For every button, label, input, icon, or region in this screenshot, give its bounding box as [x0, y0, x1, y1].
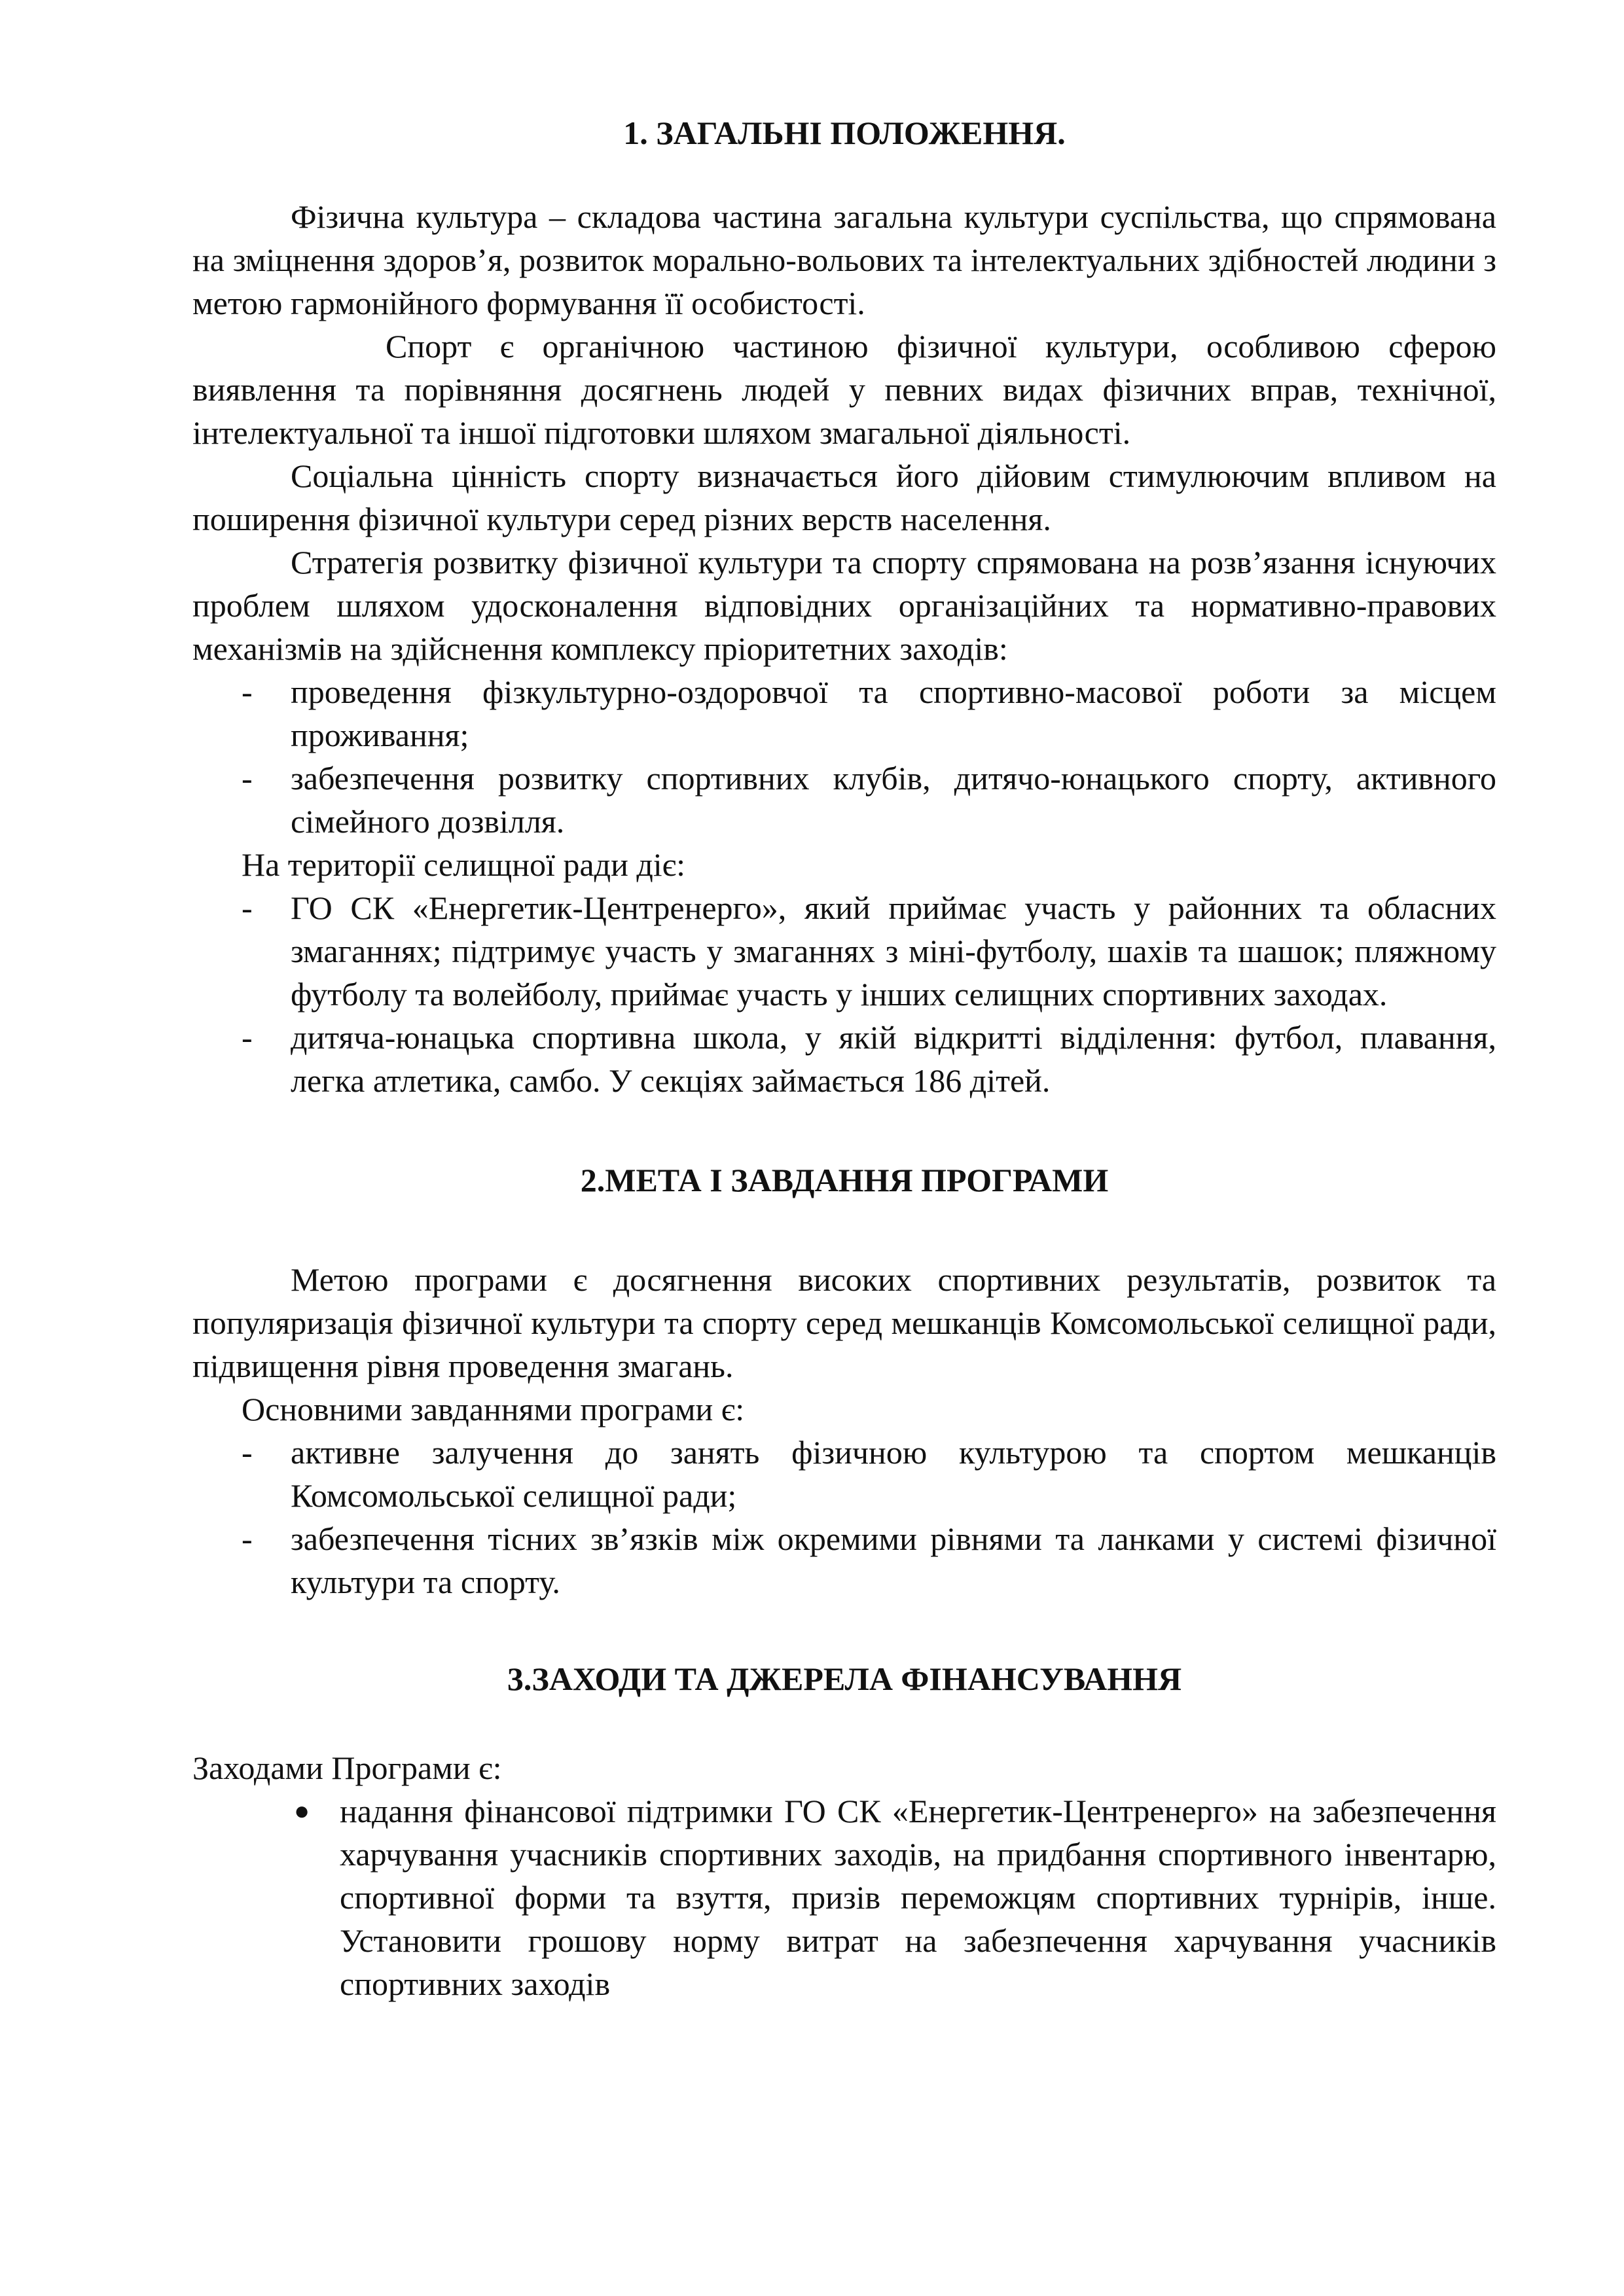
list-item [192, 1016, 1496, 1102]
tasks-intro: Основними завданнями програми є: [242, 1391, 745, 1427]
paragraph-program-goal: Метою програми є досягнення високих спортивних результатів, розвиток та популяризація фізичної культури та спорту серед мешканців Комсомольської селищної ради, підвищення рівня проведення змагань. [192, 1261, 1496, 1384]
dash-marker: - [242, 1019, 253, 1056]
list-item-text: проведення фізкультурно-оздоровчої та спортивно-масової роботи за місцем проживання; [291, 673, 1496, 753]
measures-intro: Заходами Програми є: [192, 1749, 502, 1786]
dash-marker: - [242, 760, 253, 797]
dash-marker: - [242, 1434, 253, 1471]
paragraph-social-value: Соціальна цінність спорту визначається його дійовим стимулюючим впливом на поширення фізичної культури серед різних верств населення. [192, 457, 1496, 537]
list-item [192, 670, 1496, 757]
section-1-heading: 1. ЗАГАЛЬНІ ПОЛОЖЕННЯ. [623, 115, 1066, 151]
priority-measures-list [192, 670, 1496, 843]
paragraph-sport: Спорт є органічною частиною фізичної культури, особливою сферою виявлення та порівняння досягнень людей у певних видах фізичних вправ, технічної, інтелектуальної та іншої підготовки шляхом змагальної діяльності. [192, 328, 1496, 451]
dash-marker: - [242, 673, 253, 710]
list-item-text: забезпечення розвитку спортивних клубів, дитячо-юнацького спорту, активного сімейного дозвілля. [291, 760, 1496, 840]
list-item [192, 1789, 1496, 2005]
territory-organizations-list [192, 886, 1496, 1102]
list-item-text: активне залучення до занять фізичною культурою та спортом мешканців Комсомольської селищної ради; [291, 1434, 1496, 1514]
dash-marker: - [242, 889, 253, 926]
list-item-text: дитяча-юнацька спортивна школа, у якій відкритті відділення: футбол, плавання, легка атлетика, самбо. У секціях займається 186 дітей. [291, 1019, 1496, 1099]
section-3-heading: 3.ЗАХОДИ ТА ДЖЕРЕЛА ФІНАНСУВАННЯ [507, 1660, 1182, 1697]
list-item [192, 1431, 1496, 1517]
bullet-marker: ● [294, 1796, 310, 1825]
list-item-text: надання фінансової підтримки ГО СК «Енергетик-Центренерго» на забезпечення харчування учасників спортивних заходів, на придбання спортивного інвентарю, спортивної форми та взуття, призів переможцям спортивних турнірів, інше. Установити грошову норму витрат на забезпечення харчування учасників спортивних заходів [340, 1793, 1496, 2002]
paragraph-physical-culture: Фізична культура – складова частина загальна культури суспільства, що спрямована на зміцнення здоров’я, розвиток морально-вольових та інтелектуальних здібностей людини з метою гармонійного формування її особистості. [192, 198, 1496, 321]
program-measures-list [192, 1789, 1496, 2005]
list-item-text: забезпечення тісних зв’язків між окремими рівнями та ланками у системі фізичної культури та спорту. [291, 1520, 1496, 1600]
territory-intro: На території селищної ради діє: [242, 846, 686, 883]
program-tasks-list [192, 1431, 1496, 1604]
dash-marker: - [242, 1520, 253, 1557]
list-item-text: ГО СК «Енергетик-Центренерго», який приймає участь у районних та обласних змаганнях; підтримує участь у змаганнях з міні-футболу, шахів та шашок; пляжному футболу та волейболу, приймає участь у інших селищних спортивних заходах. [291, 889, 1496, 1013]
paragraph-strategy: Стратегія розвитку фізичної культури та спорту спрямована на розв’язання існуючих проблем шляхом удосконалення відповідних організаційних та нормативно-правових механізмів на здійснення комплексу пріоритетних заходів: [192, 544, 1496, 667]
list-item [192, 886, 1496, 1016]
list-item [192, 1517, 1496, 1604]
list-item [192, 757, 1496, 843]
section-2-heading: 2.МЕТА І ЗАВДАННЯ ПРОГРАМИ [580, 1162, 1109, 1198]
